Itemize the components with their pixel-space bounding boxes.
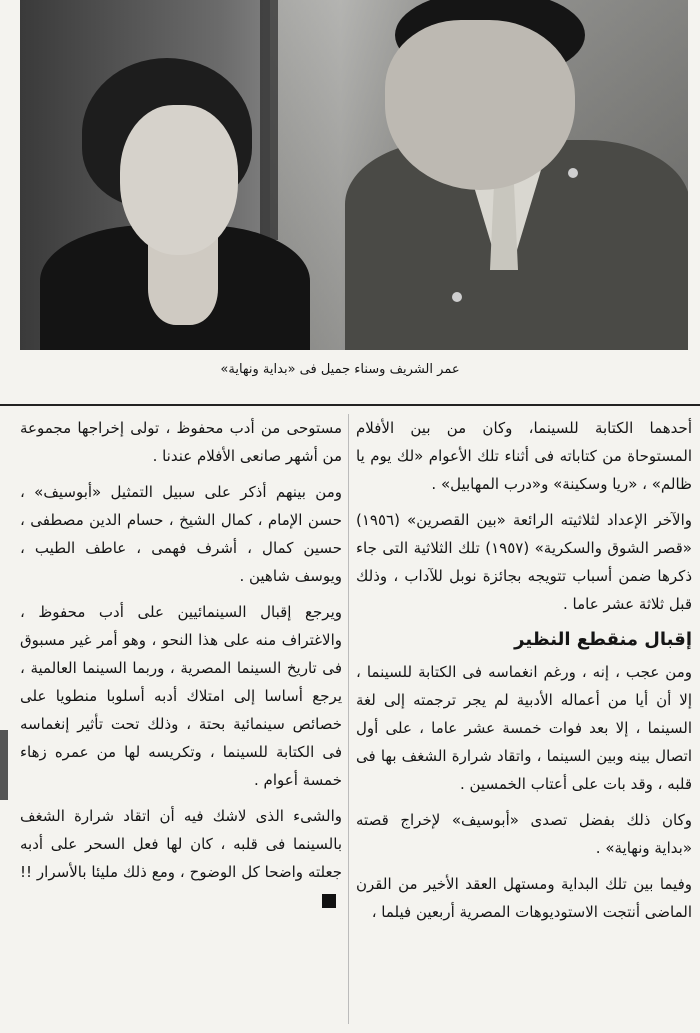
uniform-badge <box>568 168 578 178</box>
film-still-photo <box>20 0 688 350</box>
paragraph: ويرجع إقبال السينمائيين على أدب محفوظ ، والاغتراف منه على هذا النحو ، وهو أمر غير مسبوق فى تاريخ السينما المصرية ، وربما السينما العالمية ، يرجع أساسا إلى امتلاك أدبه أسلوبا منطويا على خصائص سينمائية بحتة ، وذلك تحت تأثير إنغماسه فى الكتابة للسينما ، وتكريسه لها من عمره زهاء خمسة أعوام . <box>20 603 342 789</box>
article-column-left <box>20 414 342 922</box>
paragraph: وكان ذلك بفضل تصدى «أبوسيف» لإخراج قصته «بداية ونهاية» . <box>356 811 692 857</box>
column-gutter <box>348 414 349 1024</box>
paragraph-final <box>20 802 342 914</box>
paragraph: والشىء الذى لاشك فيه أن اتقاد شرارة الشغف بالسينما فى قلبه ، كان لها فعل السحر على أدبه جعلته واضحا كل الوضوح ، ومع ذلك مليئا بالأسرار !! <box>20 807 342 881</box>
uniform-button <box>452 292 462 302</box>
article-column-right <box>356 414 692 934</box>
woman-figure-face <box>120 105 238 255</box>
man-figure-face <box>385 20 575 190</box>
paragraph: والآخر الإعداد لثلاثيته الرائعة «بين القصرين» (١٩٥٦) «قصر الشوق والسكرية» (١٩٥٧) تلك الثلاثية التى جاء ذكرها ضمن أسباب تتويجه بجائزة نوبل للآداب ، وذلك قبل ثلاثة عشر عاما . <box>356 511 692 613</box>
end-of-article-mark <box>322 894 336 908</box>
photo-caption: عمر الشريف وسناء جميل فى «بداية ونهاية» <box>220 362 460 377</box>
page-edge-mark <box>0 730 8 800</box>
section-divider <box>0 404 700 406</box>
paragraph: وفيما بين تلك البداية ومستهل العقد الأخير من القرن الماضى أنتجت الاستوديوهات المصرية أربعين فيلما ، <box>356 875 692 921</box>
photo-door-frame <box>260 0 278 240</box>
paragraph: ومن عجب ، إنه ، ورغم انغماسه فى الكتابة للسينما ، إلا أن أيا من أعماله الأدبية لم يجر ترجمته إلى لغة السينما ، إلا بعد فوات خمسة عشر عاما ، على أول اتصال بينه وبين السينما ، واتقاد شرارة الشغف بها فى قلبه ، وقد بات على أعتاب الخمسين . <box>356 663 692 793</box>
section-heading: إقبال منقطع النظير <box>514 629 692 650</box>
paragraph: مستوحى من أدب محفوظ ، تولى إخراجها مجموعة من أشهر صانعى الأفلام عندنا . <box>20 419 342 465</box>
paragraph: ومن بينهم أذكر على سبيل التمثيل «أبوسيف» ، حسن الإمام ، كمال الشيخ ، حسام الدين مصطفى ، حسين كمال ، أشرف فهمى ، عاطف الطيب ، ويوسف شاهين . <box>20 483 342 585</box>
paragraph: أحدهما الكتابة للسينما، وكان من بين الأفلام المستوحاة من كتاباته فى أثناء تلك الأعوام «لك يوم يا ظالم» ، «ريا وسكينة» و«درب المهابيل» . <box>356 419 692 493</box>
